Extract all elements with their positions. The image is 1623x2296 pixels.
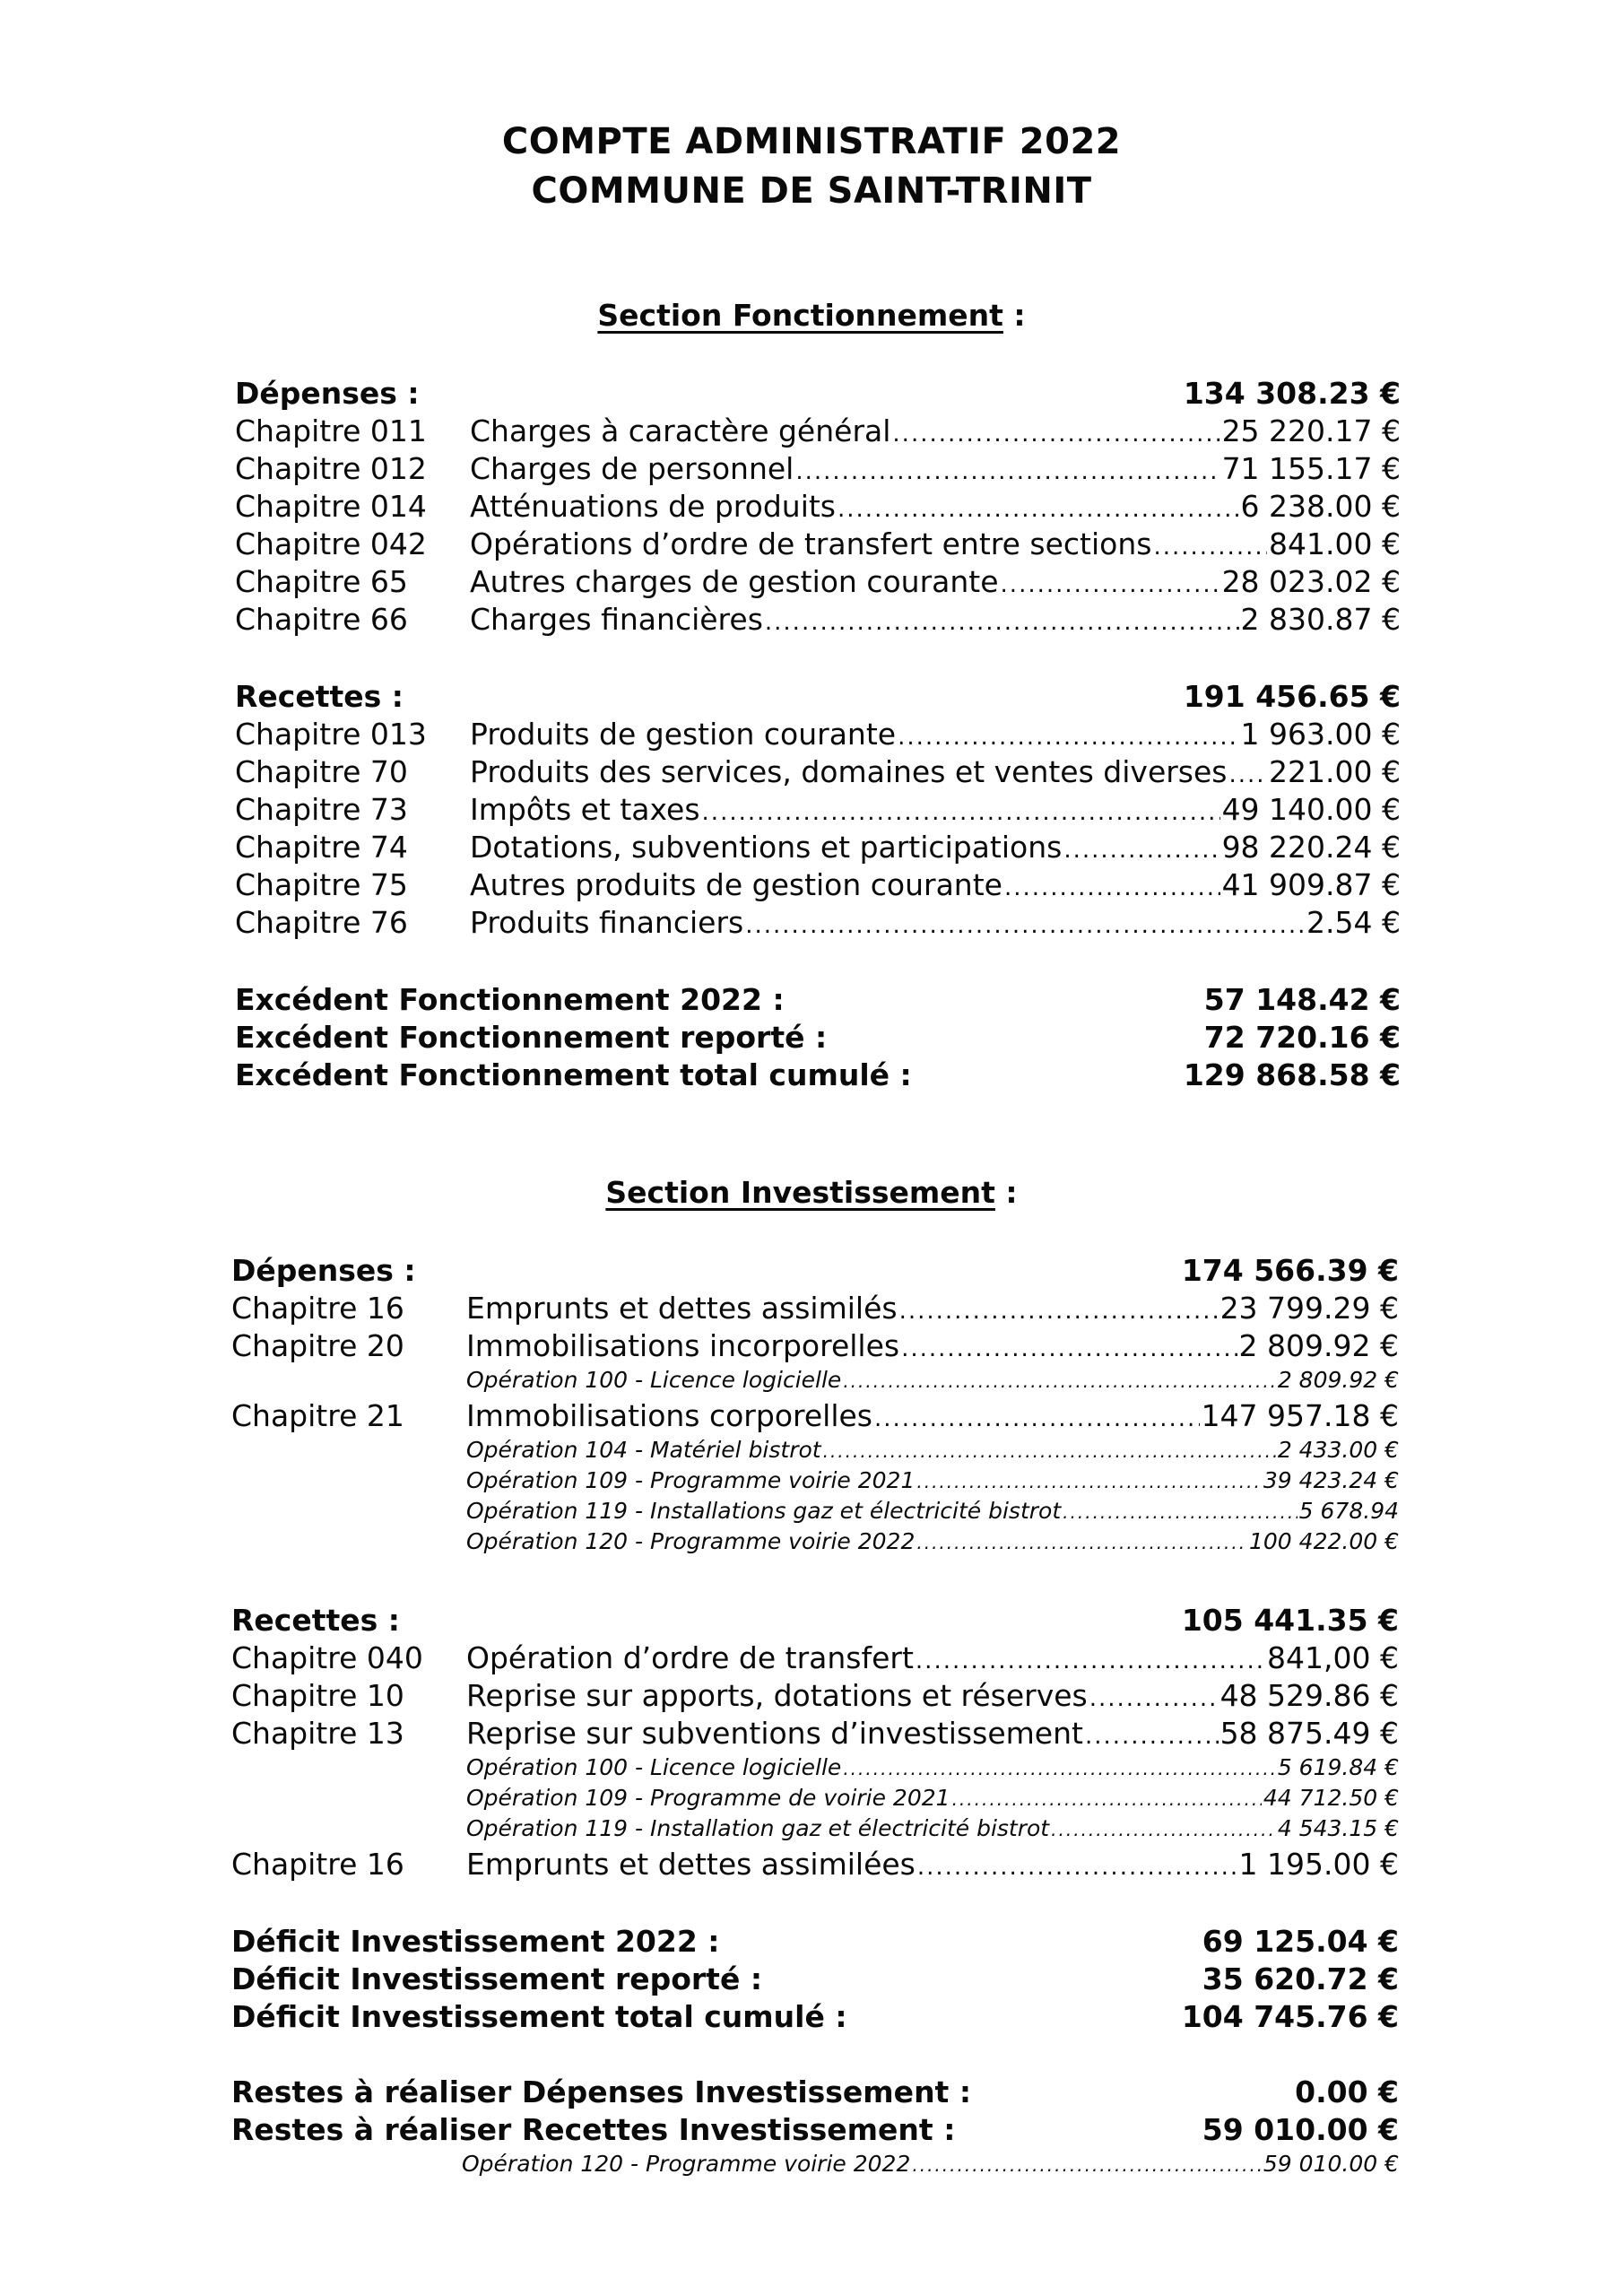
- total-label: Excédent Fonctionnement reporté :: [235, 1020, 828, 1055]
- operation-amount: 5 619.84 €: [1277, 1754, 1399, 1780]
- fonct-recettes-header: [235, 678, 1401, 716]
- invest-depenses-header: [231, 1252, 1399, 1290]
- fonct-total-row: [235, 1019, 1401, 1057]
- chapitre-label: Chapitre 014: [235, 489, 427, 524]
- row-amount: 221.00 €: [1269, 754, 1401, 789]
- total-amount: 69 125.04 €: [1202, 1924, 1399, 1959]
- dot-leader: [1153, 528, 1267, 566]
- dot-leader: [795, 453, 1219, 491]
- chapitre-label: Chapitre 011: [235, 413, 427, 448]
- chapitre-label: Chapitre 21: [231, 1398, 404, 1433]
- row-amount: 41 909.87 €: [1221, 867, 1401, 902]
- row-description: Atténuations de produits: [470, 489, 837, 524]
- total-label: Restes à réaliser Recettes Investissement :: [231, 2112, 956, 2147]
- dot-leader: [901, 1330, 1237, 1368]
- chapitre-label: Chapitre 65: [235, 564, 408, 599]
- row-amount: 841,00 €: [1267, 1640, 1399, 1675]
- invest-recette-row: [231, 1846, 1399, 1883]
- row-amount: 2.54 €: [1306, 905, 1401, 940]
- fonct-depense-row: [235, 563, 1401, 601]
- row-amount: 71 155.17 €: [1221, 451, 1401, 486]
- operation-row: [466, 1752, 1399, 1783]
- chapitre-label: Chapitre 74: [235, 830, 408, 865]
- chapitre-label: Chapitre 040: [231, 1640, 423, 1675]
- operation-row: [462, 2149, 1399, 2179]
- operation-description: Opération 119 - Installation gaz et électricité bistrot: [466, 1815, 1050, 1841]
- fonct-recette-row: [235, 829, 1401, 866]
- fonct-total-row: [235, 1057, 1401, 1094]
- row-amount: 6 238.00 €: [1240, 489, 1401, 524]
- total-amount: 72 720.16 €: [1203, 1020, 1401, 1055]
- operation-row: [466, 1435, 1399, 1465]
- invest-recettes-header: [231, 1602, 1399, 1639]
- row-description: Opérations d’ordre de transfert entre sections: [470, 526, 1152, 561]
- row-description: Charges de personnel: [470, 451, 794, 486]
- chapitre-label: Chapitre 76: [235, 905, 408, 940]
- row-label: Dépenses :: [231, 1253, 416, 1288]
- row-amount: 28 023.02 €: [1221, 564, 1401, 599]
- dot-leader: [874, 1400, 1200, 1438]
- operation-row: [466, 1526, 1399, 1557]
- fonct-total-row: [235, 981, 1401, 1019]
- chapitre-label: Chapitre 042: [235, 526, 427, 561]
- row-description: Opération d’ordre de transfert: [466, 1640, 914, 1675]
- operation-description: Opération 104 - Matériel bistrot: [466, 1437, 821, 1463]
- invest-total-row: [231, 1998, 1399, 2036]
- total-amount: 129 868.58 €: [1183, 1057, 1401, 1092]
- operation-amount: 5 678.94: [1298, 1498, 1399, 1524]
- row-amount: 1 195.00 €: [1238, 1847, 1399, 1882]
- operation-description: Opération 109 - Programme de voirie 2021: [466, 1785, 950, 1811]
- fonct-recette-row: [235, 753, 1401, 791]
- fonct-depense-row: [235, 526, 1401, 563]
- chapitre-label: Chapitre 75: [235, 867, 408, 902]
- operation-row: [466, 1496, 1399, 1526]
- row-label: Recettes :: [235, 679, 404, 714]
- operation-description: Opération 100 - Licence logicielle: [466, 1367, 842, 1393]
- invest-total-row: [231, 1923, 1399, 1961]
- operation-amount: 39 423.24 €: [1263, 1467, 1399, 1493]
- operation-description: Opération 120 - Programme voirie 2022: [462, 2151, 911, 2177]
- row-amount: 25 220.17 €: [1221, 413, 1401, 448]
- row-description: Autres charges de gestion courante: [470, 564, 999, 599]
- row-description: Emprunts et dettes assimilées: [466, 1847, 916, 1882]
- row-label: Dépenses :: [235, 376, 420, 411]
- document-title-line-2: COMMUNE DE SAINT-TRINIT: [531, 170, 1092, 212]
- dot-leader: [843, 1366, 1276, 1396]
- dot-leader: [1004, 869, 1220, 907]
- invest-recette-row: [231, 1677, 1399, 1715]
- total-amount: 0.00 €: [1295, 2074, 1399, 2109]
- row-amount: 134 308.23 €: [1183, 376, 1401, 411]
- operation-row: [466, 1365, 1399, 1396]
- fonct-recette-row: [235, 866, 1401, 904]
- row-amount: 98 220.24 €: [1221, 830, 1401, 865]
- operation-amount: 2 433.00 €: [1277, 1437, 1399, 1463]
- total-amount: 57 148.42 €: [1203, 982, 1401, 1017]
- dot-leader: [916, 1642, 1265, 1680]
- dot-leader: [916, 1466, 1262, 1497]
- row-description: Charges à caractère général: [470, 413, 891, 448]
- row-label: Recettes :: [231, 1603, 400, 1638]
- total-label: Déficit Investissement reporté :: [231, 1961, 763, 1996]
- row-description: Dotations, subventions et participations: [470, 830, 1063, 865]
- fonct-depense-row: [235, 450, 1401, 488]
- restes-row: [231, 2074, 1399, 2111]
- row-description: Reprise sur subventions d’investissement: [466, 1716, 1083, 1751]
- total-label: Déficit Investissement 2022 :: [231, 1924, 720, 1959]
- fonct-depense-row: [235, 413, 1401, 450]
- operation-row: [466, 1465, 1399, 1496]
- section-heading-investissement: [0, 1175, 1623, 1210]
- row-description: Impôts et taxes: [470, 792, 700, 827]
- operation-amount: 59 010.00 €: [1263, 2151, 1399, 2177]
- dot-leader: [917, 1848, 1237, 1886]
- row-amount: 23 799.29 €: [1219, 1291, 1399, 1326]
- chapitre-label: Chapitre 013: [235, 717, 427, 752]
- total-amount: 59 010.00 €: [1202, 2112, 1399, 2147]
- row-amount: 2 809.92 €: [1238, 1328, 1399, 1363]
- dot-leader: [916, 1527, 1247, 1558]
- operation-description: Opération 109 - Programme voirie 2021: [466, 1467, 916, 1493]
- operation-row: [466, 1813, 1399, 1844]
- row-amount: 841.00 €: [1269, 526, 1401, 561]
- operation-description: Opération 100 - Licence logicielle: [466, 1754, 842, 1780]
- row-description: Reprise sur apports, dotations et réserves: [466, 1678, 1088, 1713]
- chapitre-label: Chapitre 16: [231, 1291, 404, 1326]
- dot-leader: [1089, 1680, 1219, 1718]
- dot-leader: [912, 2150, 1262, 2180]
- row-amount: 49 140.00 €: [1221, 792, 1401, 827]
- operation-amount: 44 712.50 €: [1263, 1785, 1399, 1811]
- row-description: Immobilisations incorporelles: [466, 1328, 900, 1363]
- total-label: Excédent Fonctionnement 2022 :: [235, 982, 785, 1017]
- dot-leader: [702, 794, 1220, 831]
- dot-leader: [1051, 1814, 1276, 1845]
- row-amount: 2 830.87 €: [1240, 602, 1401, 637]
- chapitre-label: Chapitre 012: [235, 451, 427, 486]
- dot-leader: [1063, 831, 1219, 869]
- chapitre-label: Chapitre 73: [235, 792, 408, 827]
- row-amount: 174 566.39 €: [1181, 1253, 1399, 1288]
- fonct-depense-row: [235, 601, 1401, 639]
- operation-amount: 100 422.00 €: [1249, 1528, 1399, 1554]
- section-heading-colon: :: [994, 1175, 1018, 1210]
- invest-depense-row: [231, 1327, 1399, 1365]
- document-title-line-1: COMPTE ADMINISTRATIF 2022: [501, 121, 1122, 162]
- row-description: Immobilisations corporelles: [466, 1398, 872, 1433]
- chapitre-label: Chapitre 16: [231, 1847, 404, 1882]
- row-amount: 1 963.00 €: [1240, 717, 1401, 752]
- chapitre-label: Chapitre 66: [235, 602, 408, 637]
- invest-total-row: [231, 1961, 1399, 1998]
- row-description: Produits des services, domaines et ventes diverses: [470, 754, 1228, 789]
- dot-leader: [899, 1292, 1219, 1330]
- restes-row: [231, 2111, 1399, 2149]
- invest-recette-row: [231, 1715, 1399, 1752]
- section-heading-text: Section Investissement: [605, 1175, 995, 1210]
- invest-recette-row: [231, 1639, 1399, 1677]
- fonct-recette-row: [235, 716, 1401, 753]
- section-heading-fonctionnement: [0, 298, 1623, 333]
- row-amount: 48 529.86 €: [1219, 1678, 1399, 1713]
- dot-leader: [1229, 756, 1268, 794]
- operation-description: Opération 120 - Programme voirie 2022: [466, 1528, 916, 1554]
- total-label: Restes à réaliser Dépenses Investissement :: [231, 2074, 972, 2109]
- dot-leader: [838, 491, 1239, 528]
- dot-leader: [892, 415, 1219, 453]
- fonct-recette-row: [235, 791, 1401, 829]
- fonct-depense-row: [235, 488, 1401, 526]
- row-amount: 58 875.49 €: [1219, 1716, 1399, 1751]
- dot-leader: [843, 1753, 1276, 1784]
- row-description: Emprunts et dettes assimilés: [466, 1291, 898, 1326]
- operation-amount: 4 543.15 €: [1277, 1815, 1399, 1841]
- operation-row: [466, 1783, 1399, 1813]
- dot-leader: [765, 604, 1239, 641]
- dot-leader: [952, 1784, 1262, 1814]
- chapitre-label: Chapitre 10: [231, 1678, 404, 1713]
- dot-leader: [1063, 1497, 1298, 1527]
- row-description: Autres produits de gestion courante: [470, 867, 1002, 902]
- dot-leader: [823, 1436, 1276, 1466]
- section-heading-text: Section Fonctionnement: [597, 298, 1003, 333]
- total-label: Déficit Investissement total cumulé :: [231, 1999, 847, 2034]
- invest-depense-row: [231, 1397, 1399, 1435]
- row-amount: 105 441.35 €: [1181, 1603, 1399, 1638]
- total-amount: 35 620.72 €: [1202, 1961, 1399, 1996]
- dot-leader: [898, 718, 1238, 756]
- total-label: Excédent Fonctionnement total cumulé :: [235, 1057, 912, 1092]
- dot-leader: [1085, 1718, 1219, 1755]
- row-amount: 191 456.65 €: [1183, 679, 1401, 714]
- fonct-depenses-header: [235, 375, 1401, 413]
- dot-leader: [745, 907, 1305, 944]
- invest-depense-row: [231, 1290, 1399, 1327]
- row-description: Produits financiers: [470, 905, 744, 940]
- dot-leader: [1001, 566, 1220, 604]
- total-amount: 104 745.76 €: [1181, 1999, 1399, 2034]
- fonct-recette-row: [235, 904, 1401, 942]
- row-description: Produits de gestion courante: [470, 717, 897, 752]
- operation-description: Opération 119 - Installations gaz et électricité bistrot: [466, 1498, 1062, 1524]
- section-heading-colon: :: [1002, 298, 1026, 333]
- chapitre-label: Chapitre 13: [231, 1716, 404, 1751]
- chapitre-label: Chapitre 20: [231, 1328, 404, 1363]
- chapitre-label: Chapitre 70: [235, 754, 408, 789]
- row-amount: 147 957.18 €: [1201, 1398, 1399, 1433]
- row-description: Charges financières: [470, 602, 763, 637]
- operation-amount: 2 809.92 €: [1277, 1367, 1399, 1393]
